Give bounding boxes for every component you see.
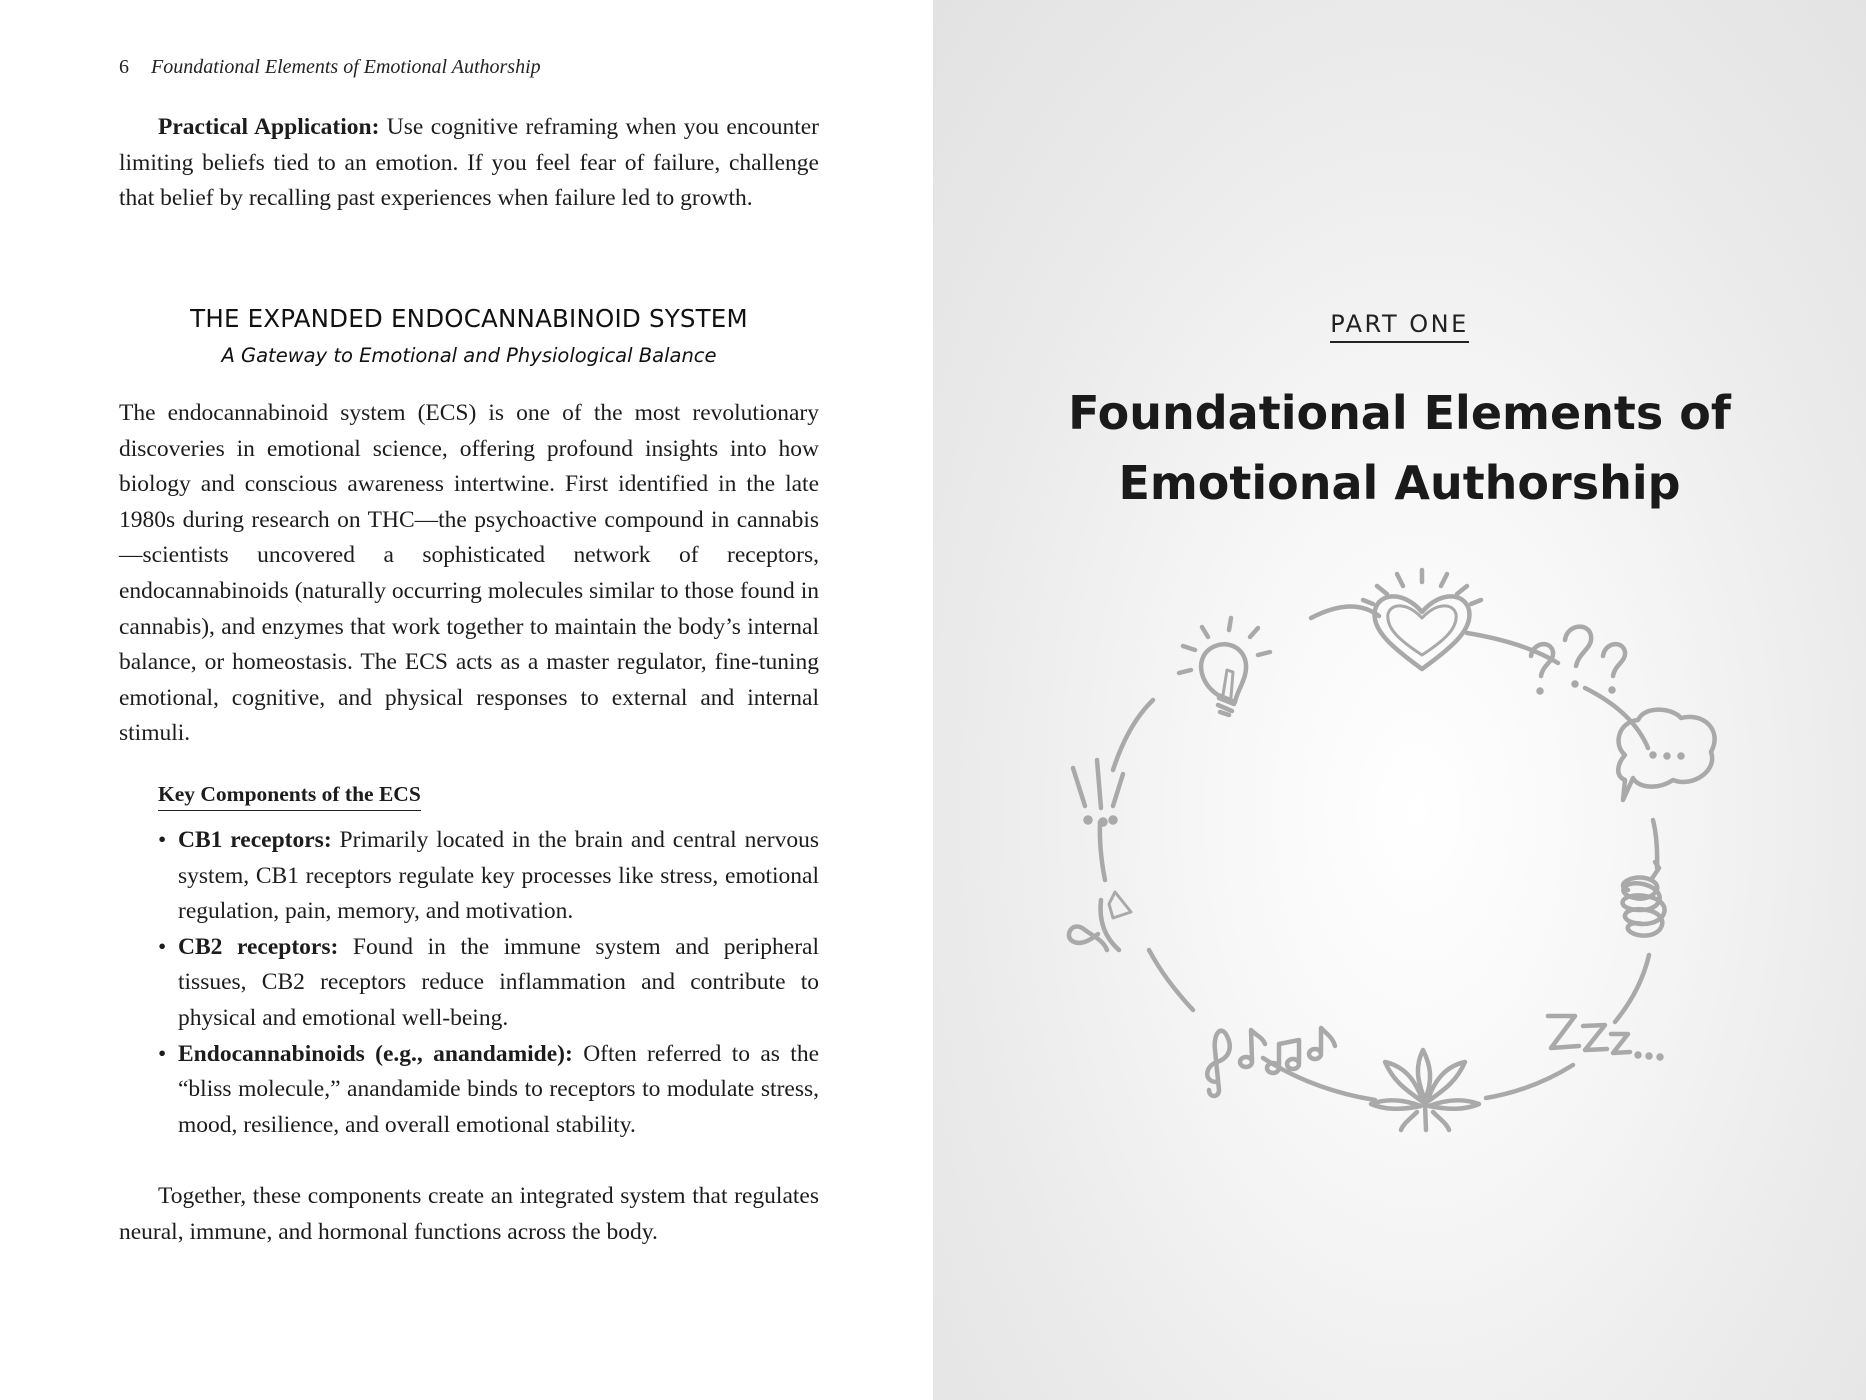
question-marks-icon [1531, 627, 1625, 693]
spiral-icon [1623, 862, 1665, 936]
list-item [158, 823, 819, 930]
bullet-icon: • [158, 1040, 167, 1067]
list-item-term: CB1 receptors: [178, 827, 332, 853]
list-item-term: Endocannabinoids (e.g., anandamide): [178, 1040, 573, 1067]
list-item-text: Found in the immune system and peripheral tissues, CB2 receptors reduce inflammation and contribute to physical and emotional well-being. [178, 933, 819, 1031]
ring-segment [1615, 955, 1649, 1022]
part-title-line-1: Foundational Elements of [1068, 386, 1731, 440]
leaf-icon [1371, 1050, 1479, 1130]
practical-application-paragraph [119, 110, 819, 217]
right-page [933, 0, 1866, 1400]
speech-bubble-icon [1618, 710, 1714, 800]
part-label-text: PART ONE [1330, 310, 1469, 343]
list-item-text: Primarily located in the brain and central nervous system, CB1 receptors regulate key processes like stress, emotional regulation, pain, memory, and motivation. [178, 827, 819, 925]
ring-segment [1113, 700, 1153, 770]
key-components-list [158, 823, 819, 1143]
part-title-line-2: Emotional Authorship [1118, 456, 1681, 510]
arrow-icon [1069, 892, 1131, 950]
section-title: THE EXPANDED ENDOCANNABINOID SYSTEM [190, 304, 748, 333]
closing-paragraph [119, 1179, 819, 1250]
heart-icon [1363, 570, 1481, 669]
lightbulb-icon [1179, 618, 1270, 715]
ring-segment [1100, 822, 1105, 880]
list-item-text: Often referred to as the “bliss molecule,” anandamide binds to receptors to modulate stress, mood, resilience, and overall emotional stability. [178, 1040, 820, 1138]
list-item-term: CB2 receptors: [178, 933, 339, 960]
key-components-heading: Key Components of the ECS [158, 782, 421, 811]
section-subtitle: A Gateway to Emotional and Physiological Balance [221, 344, 717, 367]
exclamation-icon [1073, 760, 1123, 825]
ring-segment [1311, 606, 1379, 618]
ring-segment [1149, 950, 1193, 1010]
running-head [119, 56, 541, 79]
intro-paragraph-text: The endocannabinoid system (ECS) is one of the most revolutionary discoveries in emotional science, offering profound insights into how biology and conscious awareness intertwine. First identified in the late 1980s during research on THC—the psychoactive compound in cannabis—scientists uncovered a sophisticated network of receptors, endocannabinoids (naturally occurring molecules similar to those found in cannabis), and enzymes that work together to maintain the body’s internal balance, or homeostasis. The ECS acts as a master regulator, fine-tuning emotional, cognitive, and physical responses to external and internal stimuli. [119, 400, 819, 747]
bullet-icon: • [158, 933, 167, 960]
page-number: 6 [119, 56, 129, 78]
zzz-icon [1548, 1016, 1662, 1059]
practical-application-label: Practical Application: [158, 114, 380, 140]
list-item [158, 1037, 819, 1144]
bullet-icon: • [158, 827, 167, 853]
ring-segment [1486, 1065, 1573, 1098]
ring-segment [1467, 633, 1558, 663]
emotion-wheel-illustration [933, 0, 1866, 1400]
running-head-title: Foundational Elements of Emotional Authorship [151, 56, 541, 78]
list-item [158, 930, 819, 1037]
closing-paragraph-text: Together, these components create an integrated system that regulates neural, immune, and hormonal functions across the body. [119, 1183, 819, 1245]
intro-paragraph [119, 396, 819, 752]
practical-application-text: Use cognitive reframing when you encounter limiting beliefs tied to an emotion. If you feel fear of failure, challenge that belief by recalling past experiences when failure led to growth. [119, 114, 819, 212]
